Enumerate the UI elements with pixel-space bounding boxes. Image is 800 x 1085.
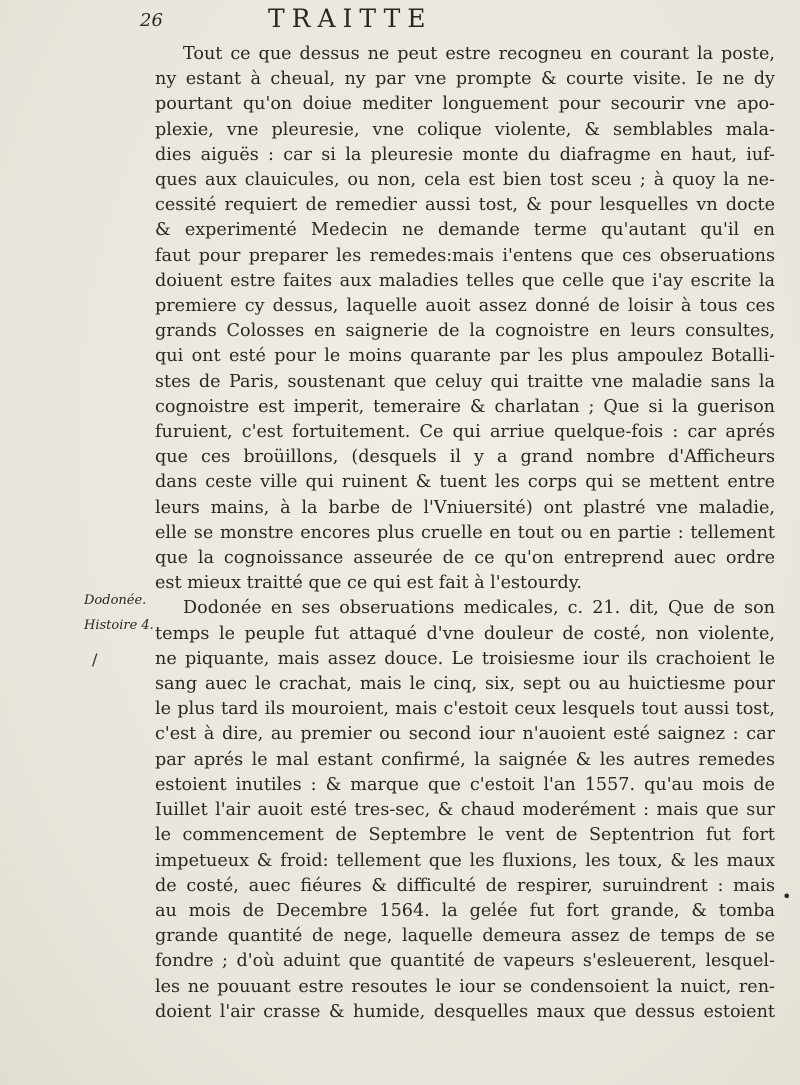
text-line: les ne pouuant estre resoutes le iour se condensoient la nuict, ren- xyxy=(155,976,775,997)
text-line: Dodonée en ses obseruations medicales, c. 21. dit, Que de son xyxy=(183,598,775,619)
text-line: est mieux traitté que ce qui est fait à l'estourdy. xyxy=(155,573,582,594)
text-line: dans ceste ville qui ruinent & tuent les corps qui se mettent entre xyxy=(155,472,775,493)
text-line: ques aux clauicules, ou non, cela est bien tost sceu ; à quoy la ne- xyxy=(155,170,775,191)
text-line: plexie, vne pleuresie, vne colique violente, & semblables mala- xyxy=(155,119,775,140)
text-line: & experimenté Medecin ne demande terme qu'autant qu'il en xyxy=(155,220,775,241)
margin-note-dodonee: Dodonée. xyxy=(84,593,147,608)
paragraph-1 xyxy=(155,42,775,596)
text-line: que ces broüillons, (desquels il y a grand nombre d'Afficheurs xyxy=(155,447,775,468)
text-line: leurs mains, à la barbe de l'Vniuersité) ont plastré vne maladie, xyxy=(155,497,775,518)
text-line: grands Colosses en saignerie de la cognoistre en leurs consultes, xyxy=(155,321,775,342)
text-line: pourtant qu'on doiue mediter longuement pour secourir vne apo- xyxy=(155,94,775,115)
text-line: qui ont esté pour le moins quarante par les plus ampoulez Botalli- xyxy=(155,346,775,367)
text-line: au mois de Decembre 1564. la gelée fut fort grande, & tomba xyxy=(155,900,775,921)
page-number: 26 xyxy=(140,10,163,31)
text-line: grande quantité de nege, laquelle demeura assez de temps de se xyxy=(155,926,775,947)
text-line: temps le peuple fut attaqué d'vne douleur de costé, non violente, xyxy=(155,623,775,644)
text-line: furuient, c'est fortuitement. Ce qui arriue quelque-fois : car aprés xyxy=(155,422,775,443)
text-line: impetueux & froid: tellement que les fluxions, les toux, & les maux xyxy=(155,850,775,871)
text-line: que la cognoissance asseurée de ce qu'on entreprend auec ordre xyxy=(155,548,775,569)
text-line: de costé, auec fiéures & difficulté de respirer, suruindrent : mais xyxy=(155,875,775,896)
text-line: c'est à dire, au premier ou second iour n'auoient esté saignez : car xyxy=(155,724,775,745)
text-line: estoient inutiles : & marque que c'estoit l'an 1557. qu'au mois de xyxy=(155,774,775,795)
running-title: TRAITTE xyxy=(268,4,433,33)
text-line: faut pour preparer les remedes:mais i'entens que ces obseruations xyxy=(155,245,775,266)
margin-note-histoire: Histoire 4. xyxy=(84,618,154,633)
text-line: stes de Paris, soustenant que celuy qui traitte vne maladie sans la xyxy=(155,371,775,392)
text-line: dies aiguës : car si la pleuresie monte du diafragme en haut, iuf- xyxy=(155,144,775,165)
ink-mark-right: • xyxy=(782,887,792,906)
text-line: sang auec le crachat, mais le cinq, six, sept ou au huictiesme pour xyxy=(155,674,775,695)
body-text xyxy=(155,42,775,1025)
text-line: cessité requiert de remedier aussi tost, & pour lesquelles vn docte xyxy=(155,195,775,216)
text-line: ny estant à cheual, ny par vne prompte & courte visite. Ie ne dy xyxy=(155,69,775,90)
text-line: ne piquante, mais assez douce. Le troisiesme iour ils crachoient le xyxy=(155,648,775,669)
text-line: le plus tard ils mouroient, mais c'estoit ceux lesquels tout aussi tost, xyxy=(155,699,775,720)
text-line: le commencement de Septembre le vent de Septentrion fut fort xyxy=(155,825,775,846)
ink-mark-left: / xyxy=(92,650,98,669)
text-line: fondre ; d'où aduint que quantité de vapeurs s'esleuerent, lesquel- xyxy=(155,951,775,972)
text-line: par aprés le mal estant confirmé, la saignée & les autres remedes xyxy=(155,749,775,770)
text-line: doient l'air crasse & humide, desquelles maux que dessus estoient xyxy=(155,1001,775,1022)
text-line: cognoistre est imperit, temeraire & charlatan ; Que si la guerison xyxy=(155,396,775,417)
text-line: Iuillet l'air auoit esté tres-sec, & chaud moderément : mais que sur xyxy=(155,800,775,821)
paragraph-2 xyxy=(155,596,775,1024)
text-line: elle se monstre encores plus cruelle en tout ou en partie : tellement xyxy=(155,522,775,543)
text-line: Tout ce que dessus ne peut estre recogneu en courant la poste, xyxy=(183,44,775,64)
text-line: doiuent estre faites aux maladies telles que celle que i'ay escrite la xyxy=(155,270,775,291)
text-line: premiere cy dessus, laquelle auoit assez donné de loisir à tous ces xyxy=(155,296,775,317)
